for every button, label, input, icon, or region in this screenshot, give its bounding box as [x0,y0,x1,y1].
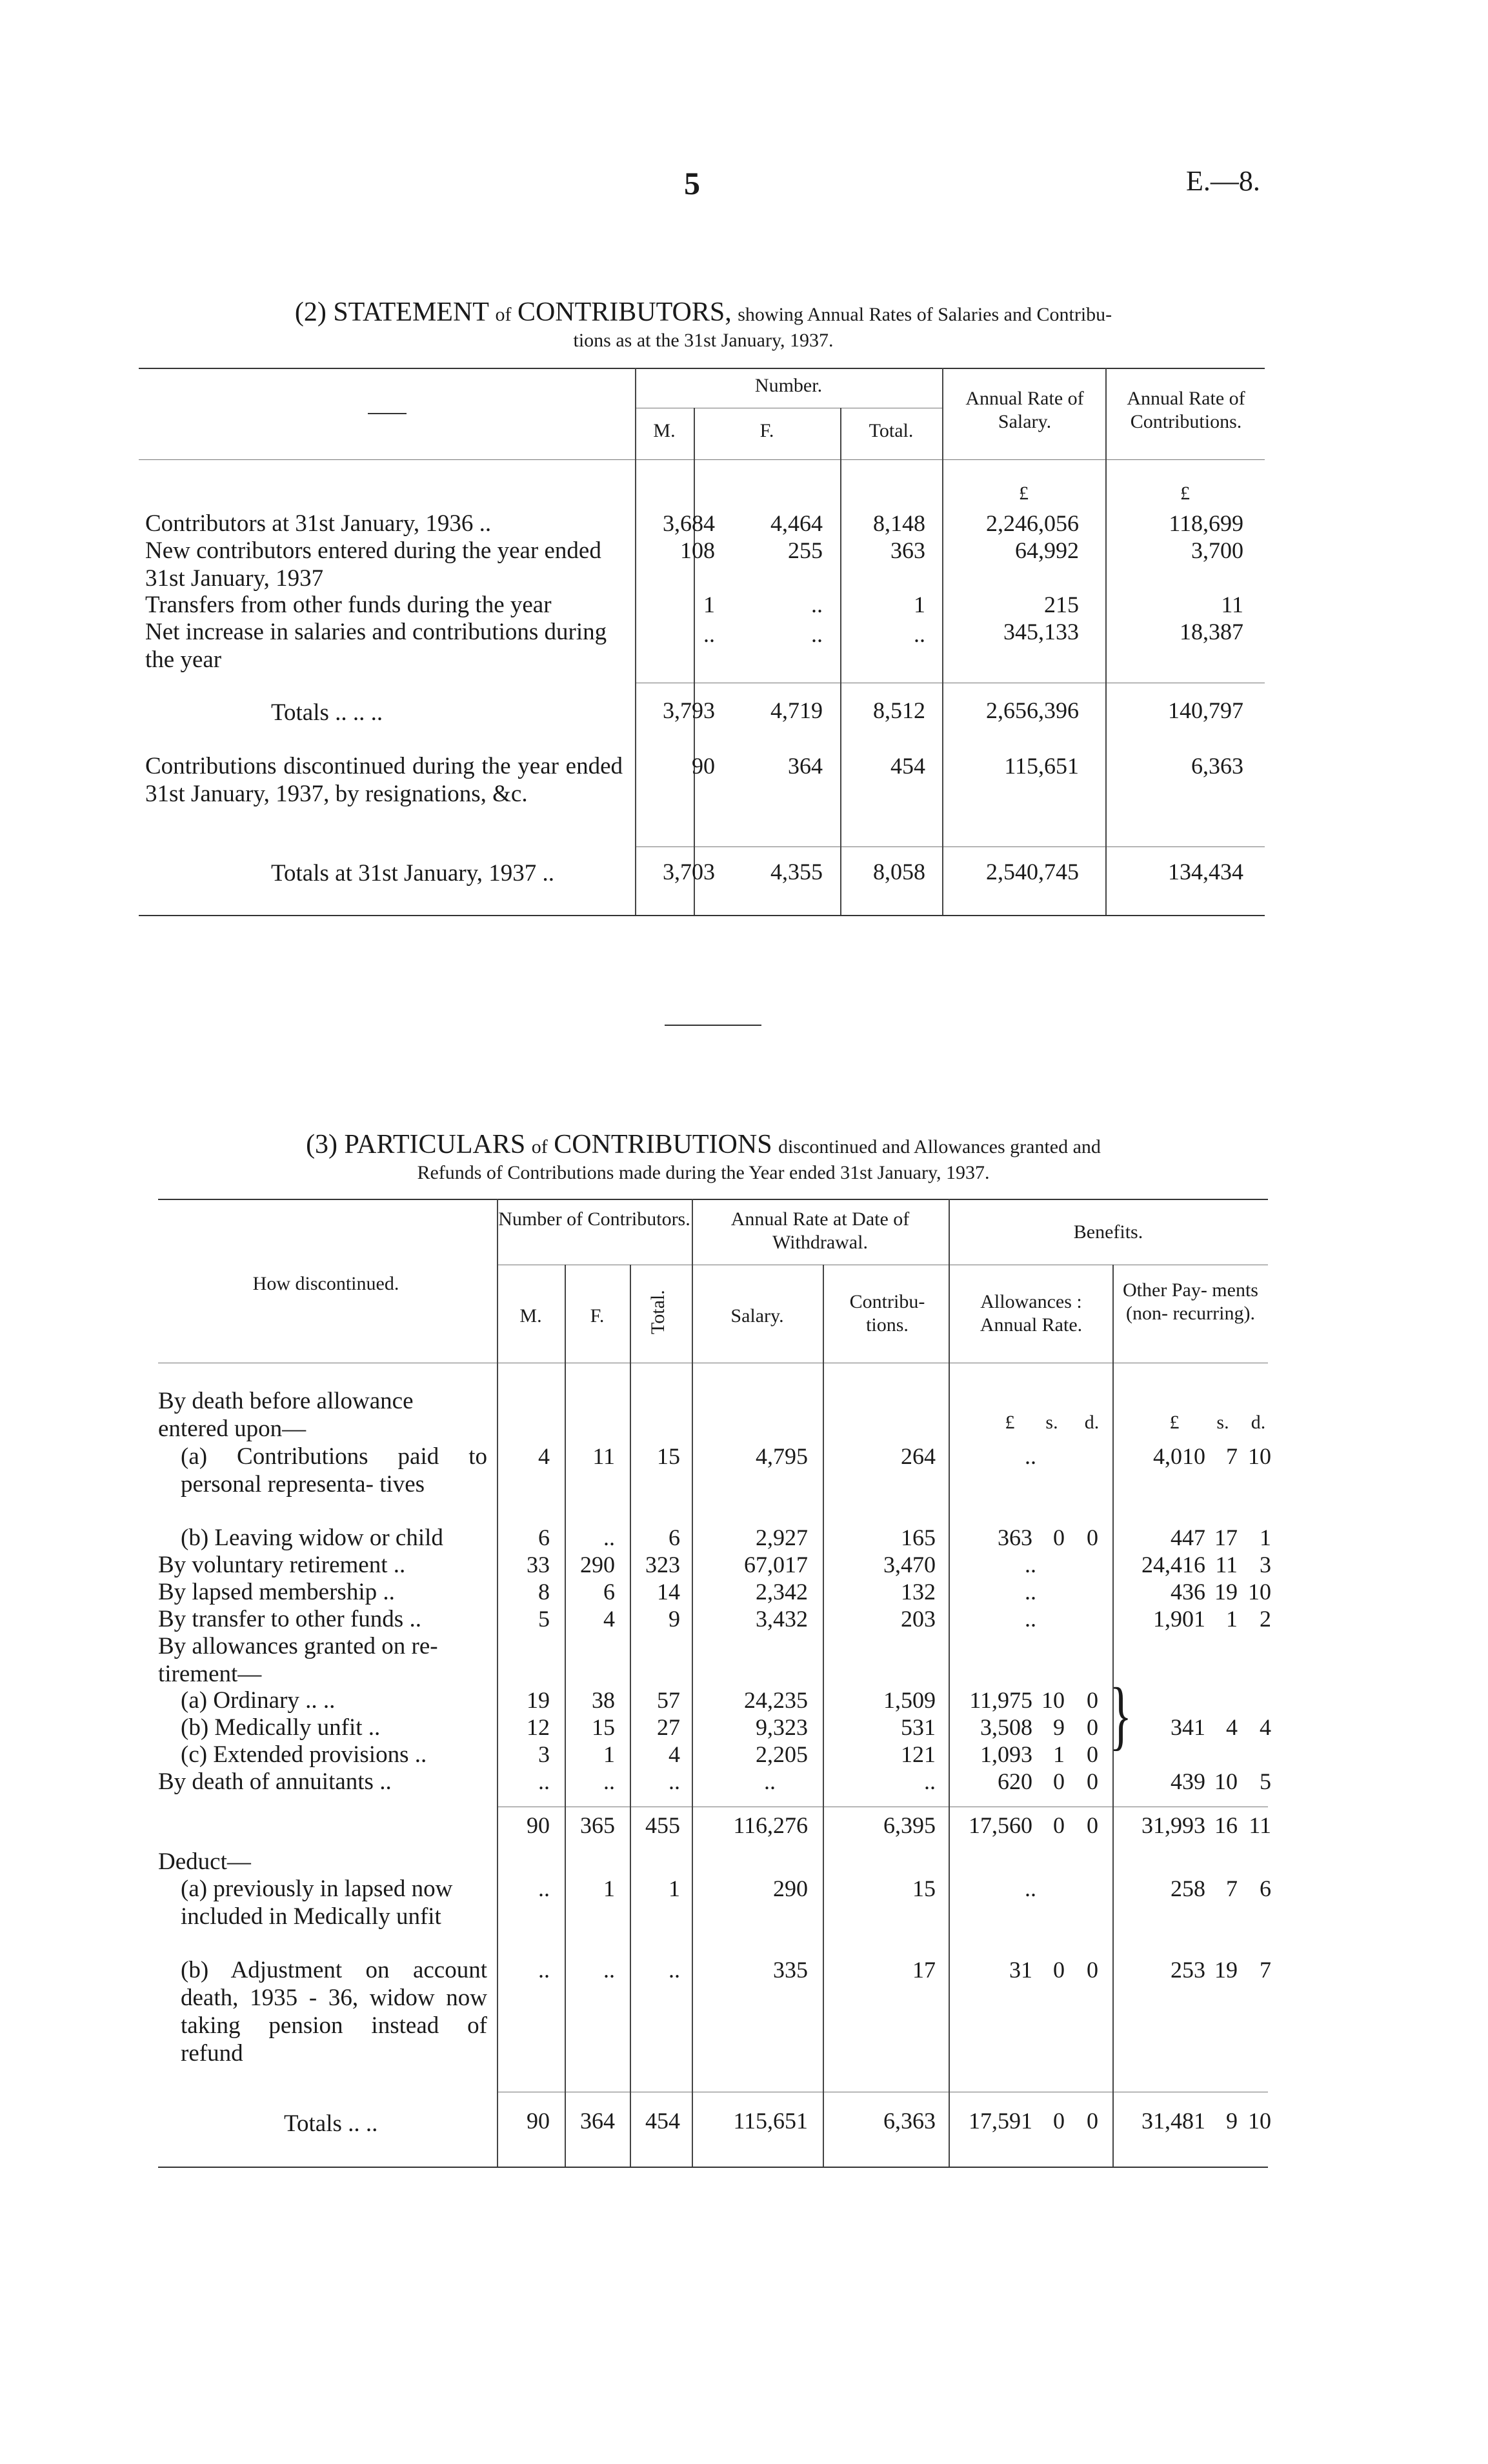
t2-cell: 64,992 [1015,537,1079,563]
t3-cell: 15 [592,1714,615,1740]
t2-unit-sal: £ [1019,483,1029,504]
t2-row-label: Contributions discontinued during the year ended 31st January, 1937, by resignations, &c. [145,753,623,807]
t3-cell: 19 [527,1687,550,1713]
t3-cell: 1,093 [980,1741,1032,1767]
t3-cell: 2,927 [756,1525,808,1550]
t3-label: (a) Contributions paid to personal representa- tives [181,1443,487,1497]
t2-unit-con: £ [1180,483,1190,504]
t3-cell: 258 [1171,1876,1205,1901]
section-separator [665,1025,761,1026]
t2-cell: 2,656,396 [986,697,1079,723]
t3-label: (b) Leaving widow or child [181,1525,443,1551]
t3-cell: 11 [1249,1812,1271,1838]
t3-cell: 253 [1171,1957,1205,1983]
t2-cell: 3,793 [663,697,715,723]
t3-h-number: Number of Contributors. [498,1208,690,1230]
t3-cell: 455 [645,1812,680,1838]
t3-cell: 3,470 [883,1552,936,1578]
t3-cell: 1 [1260,1525,1271,1550]
t2-cell: 118,699 [1169,510,1243,536]
table2-totals2-rule [635,846,1265,847]
t3-cell: .. [1025,1443,1036,1469]
t3-label: By death before allowance entered upon— [158,1388,414,1442]
t3-h-m: M. [519,1305,542,1327]
t3-cell: 6 [1260,1876,1271,1901]
t3-cell: 0 [1053,1812,1065,1838]
t3-cell: 2,205 [756,1741,808,1767]
t3-cell: 1 [1226,1606,1238,1632]
t3-cell: 4,795 [756,1443,808,1469]
t2-cell: 1 [703,592,715,617]
t3-cell: 4 [603,1606,615,1632]
table3-col-divider [949,1199,950,2167]
t3-cell: 3,508 [980,1714,1032,1740]
t2-cell: 364 [788,753,823,779]
t3-cell: 2 [1260,1606,1271,1632]
t3-cell: 203 [901,1606,936,1632]
table3-col-divider [692,1199,693,2167]
t3-cell: 290 [580,1552,615,1578]
t3-cell: 4 [669,1741,680,1767]
t3-cell: 24,235 [744,1687,808,1713]
t3-cell: 12 [527,1714,550,1740]
table3-title: (3) PARTICULARS of CONTRIBUTIONS discontinued and Allowances granted and [306,1130,1101,1159]
t3-h-total: Total. [647,1290,669,1334]
t3-cell: 0 [1087,1768,1098,1794]
t3-cell: 7 [1226,1876,1238,1901]
t2-cell: 3,684 [663,510,715,536]
t3-cell: 439 [1171,1768,1205,1794]
t3-cell: 17 [912,1957,936,1983]
t3-cell: .. [924,1768,936,1794]
t3-cell: 1 [603,1741,615,1767]
t3-cell: 38 [592,1687,615,1713]
t3-label: By death of annuitants .. [158,1768,392,1795]
t2-cell: 18,387 [1180,619,1243,645]
t3-cell: 0 [1087,1687,1098,1713]
table3-top-rule [158,1199,1268,1200]
t3-cell: 116,276 [733,1812,808,1838]
t3-h-salary: Salary. [730,1305,784,1327]
t2-row-label: Net increase in salaries and contributions during the year [145,619,607,673]
page-number: 5 [684,165,700,201]
t3-cell: 31,481 [1141,2108,1205,2134]
t3-cell: .. [603,1768,615,1794]
t3-cell: 17 [1214,1525,1238,1550]
t3-cell: 0 [1053,2108,1065,2134]
t2-row-label: Transfers from other funds during the year [145,592,552,618]
t3-cell: 0 [1053,1768,1065,1794]
t3-cell: .. [1025,1552,1036,1578]
t3-cell: .. [764,1768,776,1794]
t3-cell: 11 [592,1443,615,1469]
t3-cell: 6 [603,1579,615,1605]
t3-cell: 11 [1215,1552,1238,1578]
t3-cell: 10 [1214,1768,1238,1794]
t2-cell: .. [811,621,823,647]
t2-cell: 215 [1044,592,1079,617]
t3-cell: 531 [901,1714,936,1740]
t3-cell: 15 [912,1876,936,1901]
t3-cell: 15 [657,1443,680,1469]
t2-h-salary: Annual Rate of Salary. [965,388,1084,432]
t3-cell: 0 [1053,1957,1065,1983]
t3-cell: 10 [1248,1443,1271,1469]
t3-unit: d. [1084,1412,1100,1433]
t3-cell: 0 [1087,1812,1098,1838]
t2-cell: 3,703 [663,859,715,885]
t2-cell: 8,058 [873,859,925,885]
t3-cell: 447 [1171,1525,1205,1550]
t2-cell: 2,540,745 [986,859,1079,885]
table2-bottom-rule [139,915,1265,916]
t2-cell: 345,133 [1003,619,1079,645]
t3-cell: .. [669,1957,680,1983]
t2-cell: 454 [890,753,925,779]
t3-cell: 0 [1087,1525,1098,1550]
t3-cell: 57 [657,1687,680,1713]
t3-cell: 363 [998,1525,1032,1550]
table2-title: (2) STATEMENT of CONTRIBUTORS, showing Annual Rates of Salaries and Contribu- [294,297,1112,327]
t3-label: (b) Adjustment on account death, 1935 - 36, widow now taking pension instead of refund [181,1957,487,2067]
t3-cell: 2,342 [756,1579,808,1605]
t3-cell: 24,416 [1141,1552,1205,1578]
t3-cell: 9 [1226,2108,1238,2134]
t3-cell: 16 [1214,1812,1238,1838]
t2-cell: 3,700 [1191,537,1243,563]
t3-cell: 31,993 [1141,1812,1205,1838]
t3-cell: 5 [538,1606,550,1632]
t3-cell: .. [1025,1606,1036,1632]
t3-cell: 90 [527,2108,550,2134]
table2-top-rule [139,368,1265,369]
t3-cell: 9,323 [756,1714,808,1740]
t2-cell: 6,363 [1191,753,1243,779]
t3-cell: 19 [1214,1579,1238,1605]
t3-cell: 290 [773,1876,808,1901]
t3-label: By transfer to other funds .. [158,1606,421,1632]
t3-unit: s. [1216,1412,1229,1433]
table2-col-divider [840,408,841,915]
t3-cell: 4 [538,1443,550,1469]
t3-cell: .. [669,1768,680,1794]
t2-h-m: M. [653,420,676,441]
t2-h-f: F. [759,420,774,441]
t3-cell: .. [1025,1876,1036,1901]
t3-cell: .. [603,1525,615,1550]
t3-cell: 67,017 [744,1552,808,1578]
t3-cell: 10 [1041,1687,1065,1713]
t3-cell: 9 [1053,1714,1065,1740]
t3-cell: 90 [527,1812,550,1838]
t3-cell: 6 [669,1525,680,1550]
t2-cell: 140,797 [1168,697,1243,723]
t3-cell: 3 [538,1741,550,1767]
t3-cell: 9 [669,1606,680,1632]
t3-cell: 323 [645,1552,680,1578]
t3-h-how: How discontinued. [252,1273,399,1294]
t2-cell: 11 [1221,592,1243,617]
t3-label: By voluntary retirement .. [158,1552,406,1578]
t3-cell: 620 [998,1768,1032,1794]
t3-label: (a) Ordinary .. .. [181,1687,336,1714]
t3-cell: 0 [1087,1714,1098,1740]
t2-cell: 108 [680,537,715,563]
table3-bottom-rule [158,2167,1268,2168]
t2-cell: 8,512 [873,697,925,723]
t3-cell: 8 [538,1579,550,1605]
t3-cell: 6 [538,1525,550,1550]
t2-cell: 255 [788,537,823,563]
table2-head-dash [368,413,407,414]
t3-cell: 264 [901,1443,936,1469]
t3-cell: 335 [773,1957,808,1983]
t3-cell: 1 [603,1876,615,1901]
t3-cell: .. [538,1876,550,1901]
t3-cell: 6,363 [883,2108,936,2134]
t2-row-label: New contributors entered during the year ended 31st January, 1937 [145,537,601,592]
t3-cell: 11,975 [969,1687,1032,1713]
t3-cell: 6,395 [883,1812,936,1838]
t3-cell: 4 [1226,1714,1238,1740]
t3-cell: .. [603,1957,615,1983]
t2-cell: 363 [890,537,925,563]
t3-cell: .. [1025,1579,1036,1605]
t3-cell: 17,591 [969,2108,1032,2134]
t2-cell: 4,464 [770,510,823,536]
t3-cell: 454 [645,2108,680,2134]
table3-title-line2: Refunds of Contributions made during the Year ended 31st January, 1937. [417,1162,990,1183]
table2-title-line2: tions as at the 31st January, 1937. [573,330,834,351]
t2-cell: 1 [914,592,925,617]
t3-cell: 1 [1053,1741,1065,1767]
t3-cell: 365 [580,1812,615,1838]
t3-cell: .. [538,1768,550,1794]
t2-row-label: Totals .. .. .. [271,699,383,726]
t3-cell: 1,509 [883,1687,936,1713]
t3-cell: 27 [657,1714,680,1740]
t3-cell: 10 [1248,1579,1271,1605]
t3-cell: 17,560 [969,1812,1032,1838]
t2-h-number: Number. [754,375,823,396]
table2-col-divider [694,408,695,915]
t3-label: By allowances granted on re- tirement— [158,1633,438,1687]
t2-cell: 4,355 [770,859,823,885]
t2-h-contrib: Annual Rate of Contributions. [1127,388,1245,432]
t3-cell: 31 [1009,1957,1032,1983]
t3-cell: 10 [1248,2108,1271,2134]
t2-cell: 8,148 [873,510,925,536]
t3-cell: 4,010 [1153,1443,1205,1469]
t3-cell: 33 [527,1552,550,1578]
t3-cell: 341 [1171,1714,1205,1740]
t3-cell: 3 [1260,1552,1271,1578]
t3-cell: 0 [1053,1525,1065,1550]
t2-cell: .. [811,592,823,617]
t3-cell: 4 [1260,1714,1271,1740]
t3-cell: 1 [669,1876,680,1901]
t3-cell: 436 [1171,1579,1205,1605]
t2-cell: .. [703,621,715,647]
t3-cell: .. [538,1957,550,1983]
t2-h-total: Total. [869,420,914,441]
t3-cell: 7 [1226,1443,1238,1469]
t3-label: (b) Medically unfit .. [181,1714,381,1741]
t3-cell: 1,901 [1153,1606,1205,1632]
t3-h-allow: Allowances : Annual Rate. [980,1291,1083,1336]
t3-label: (c) Extended provisions .. [181,1741,427,1768]
t2-cell: 4,719 [770,697,823,723]
right-brace-icon: } [1109,1672,1132,1758]
t3-cell: 165 [901,1525,936,1550]
t2-row-label: Contributors at 31st January, 1936 .. [145,510,492,537]
t3-label: Deduct— [158,1848,251,1875]
table2-header-rule [139,459,1265,460]
t2-cell: .. [914,621,925,647]
t3-unit: £ [1169,1412,1180,1433]
t3-cell: 0 [1087,1957,1098,1983]
t3-h-contrib: Contribu- tions. [849,1291,925,1336]
t3-h-other: Other Pay- ments (non- recurring). [1123,1279,1258,1324]
t3-cell: 5 [1260,1768,1271,1794]
t3-cell: 7 [1260,1957,1271,1983]
t3-cell: 115,651 [733,2108,808,2134]
t3-unit: s. [1045,1412,1058,1433]
t3-h-rate: Annual Rate at Date of Withdrawal. [730,1208,910,1253]
t3-cell: 0 [1087,2108,1098,2134]
t3-cell: 14 [657,1579,680,1605]
t3-h-benefits: Benefits. [1073,1221,1143,1243]
t3-h-f: F. [590,1305,605,1327]
t3-cell: 19 [1214,1957,1238,1983]
t3-unit: £ [1005,1412,1015,1433]
t3-cell: 121 [901,1741,936,1767]
t2-cell: 2,246,056 [986,510,1079,536]
t2-cell: 134,434 [1168,859,1243,885]
t3-cell: 132 [901,1579,936,1605]
t3-cell: 364 [580,2108,615,2134]
t3-label: (a) previously in lapsed now included in Medically unfit [181,1876,453,1930]
document-reference: E.—8. [1186,165,1260,197]
t3-label: By lapsed membership .. [158,1579,395,1605]
t3-unit: d. [1251,1412,1266,1433]
t3-cell: 0 [1087,1741,1098,1767]
t2-row-label: Totals at 31st January, 1937 .. [271,860,554,886]
t3-cell: 3,432 [756,1606,808,1632]
table3-col-divider [497,1199,498,2167]
t3-label: Totals .. .. [284,2110,378,2137]
t2-cell: 90 [692,753,715,779]
t2-cell: 115,651 [1004,753,1079,779]
